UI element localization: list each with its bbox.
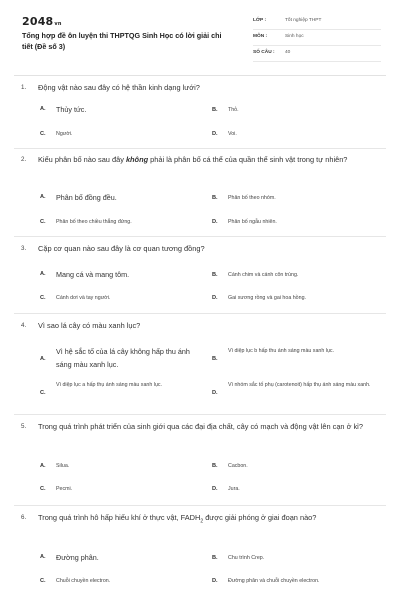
option-letter: B. bbox=[212, 356, 218, 362]
option-letter: A. bbox=[40, 106, 46, 112]
option-text: Pecmi. bbox=[56, 486, 73, 492]
option-letter: C. bbox=[40, 131, 46, 137]
question-text: Vì sao lá cây có màu xanh lục? bbox=[38, 321, 141, 330]
document-title: Tổng hợp đề ôn luyện thi THPTQG Sinh Học có lời giải chi tiết (Đề số 3) bbox=[22, 31, 222, 51]
meta-value: Sinh học bbox=[285, 34, 304, 39]
question-separator bbox=[14, 236, 386, 237]
meta-key: SỐ CÂU : bbox=[253, 50, 275, 55]
question-text: Cặp cơ quan nào sau đây là cơ quan tương đồng? bbox=[38, 244, 205, 253]
meta-value: 40 bbox=[285, 50, 291, 55]
option-letter: A. bbox=[40, 554, 46, 560]
option-letter: D. bbox=[212, 390, 218, 396]
option-letter: B. bbox=[212, 555, 218, 561]
option-text: Jura. bbox=[228, 486, 240, 492]
option-letter: A. bbox=[40, 194, 46, 200]
meta-key: LỚP : bbox=[253, 18, 267, 23]
header-divider bbox=[14, 75, 386, 76]
question-number: 6. bbox=[21, 514, 27, 521]
option-text: Đường phân. bbox=[56, 553, 99, 562]
question-number: 3. bbox=[21, 245, 27, 252]
question-number: 2. bbox=[21, 156, 27, 163]
option-letter: B. bbox=[212, 272, 218, 278]
option-text: Người. bbox=[56, 131, 73, 137]
option-letter: D. bbox=[212, 578, 218, 584]
document-meta bbox=[253, 14, 381, 62]
question-text: Động vật nào sau đây có hệ thần kinh dạng lưới? bbox=[38, 83, 200, 92]
option-letter: A. bbox=[40, 356, 46, 362]
option-text: Cacbon. bbox=[228, 463, 248, 469]
option-text: Vì diệp lục b hấp thu ánh sáng màu xanh lục. bbox=[228, 348, 335, 354]
option-text: Cánh dơi và tay người. bbox=[56, 295, 111, 301]
question-number: 5. bbox=[21, 423, 27, 430]
question-number: 4. bbox=[21, 322, 27, 329]
option-letter: B. bbox=[212, 107, 218, 113]
option-text: Phân bố theo chiều thẳng đứng. bbox=[56, 219, 132, 225]
option-letter: B. bbox=[212, 463, 218, 469]
option-letter: C. bbox=[40, 390, 46, 396]
meta-row-grade bbox=[253, 14, 381, 30]
option-letter: C. bbox=[40, 295, 46, 301]
option-letter: C. bbox=[40, 578, 46, 584]
option-text: Chuỗi chuyền electron. bbox=[56, 578, 111, 584]
option-letter: C. bbox=[40, 486, 46, 492]
option-letter: A. bbox=[40, 271, 46, 277]
option-text: Phân bố đồng đều. bbox=[56, 193, 117, 202]
option-letter: A. bbox=[40, 463, 46, 469]
option-text: Phân bố theo nhóm. bbox=[228, 195, 276, 201]
question-number: 1. bbox=[21, 84, 27, 91]
option-text: Thủy tức. bbox=[56, 105, 87, 114]
meta-row-count bbox=[253, 46, 381, 62]
meta-value: Tốt nghiệp THPT bbox=[285, 18, 322, 23]
question-separator bbox=[14, 148, 386, 149]
option-text: Cánh chim và cánh côn trùng. bbox=[228, 272, 299, 278]
document-header bbox=[0, 0, 400, 78]
question-text: Kiểu phân bố nào sau đây không phải là phân bố cá thể của quần thể sinh vật trong tự nhiên? bbox=[38, 155, 348, 164]
option-text: Voi. bbox=[228, 131, 237, 137]
option-text: Mang cá và mang tôm. bbox=[56, 270, 130, 279]
question-separator bbox=[14, 414, 386, 415]
meta-row-subject bbox=[253, 30, 381, 46]
question-text: Trong quá trình phát triển của sinh giới qua các đại địa chất, cây có mạch và động vật lên cạn ở kỉ? bbox=[38, 422, 363, 431]
option-text: Chu trình Crep. bbox=[228, 555, 265, 561]
option-text: Vì nhóm sắc tố phụ (carotenoit) hấp thụ ánh sáng màu xanh. bbox=[228, 382, 371, 388]
option-text: Phân bố ngẫu nhiên. bbox=[228, 219, 277, 225]
question-separator bbox=[14, 313, 386, 314]
option-text: Vì hệ sắc tố của lá cây không hấp thu ánh sáng màu xanh lục. bbox=[56, 347, 190, 369]
question-text: Trong quá trình hô hấp hiếu khí ở thực vật, $FADH_2$ được giải phóng ở giai đoạn nào? bbox=[38, 513, 317, 525]
question-separator bbox=[14, 505, 386, 506]
option-text: Silua. bbox=[56, 463, 70, 469]
option-letter: C. bbox=[40, 219, 46, 225]
option-text: Gai xương rồng và gai hoa hồng. bbox=[228, 295, 306, 301]
option-letter: D. bbox=[212, 131, 218, 137]
option-letter: B. bbox=[212, 195, 218, 201]
option-letter: D. bbox=[212, 486, 218, 492]
option-letter: D. bbox=[212, 295, 218, 301]
option-text: Thỏ. bbox=[228, 107, 239, 113]
option-letter: D. bbox=[212, 219, 218, 225]
meta-key: MÔN : bbox=[253, 34, 268, 39]
site-logo[interactable]: 2048vn bbox=[22, 15, 62, 28]
option-text: Vì diệp lục a hấp thụ ánh sáng màu xanh lục. bbox=[56, 382, 163, 388]
option-text: Đường phân và chuỗi chuyền electron. bbox=[228, 578, 320, 584]
